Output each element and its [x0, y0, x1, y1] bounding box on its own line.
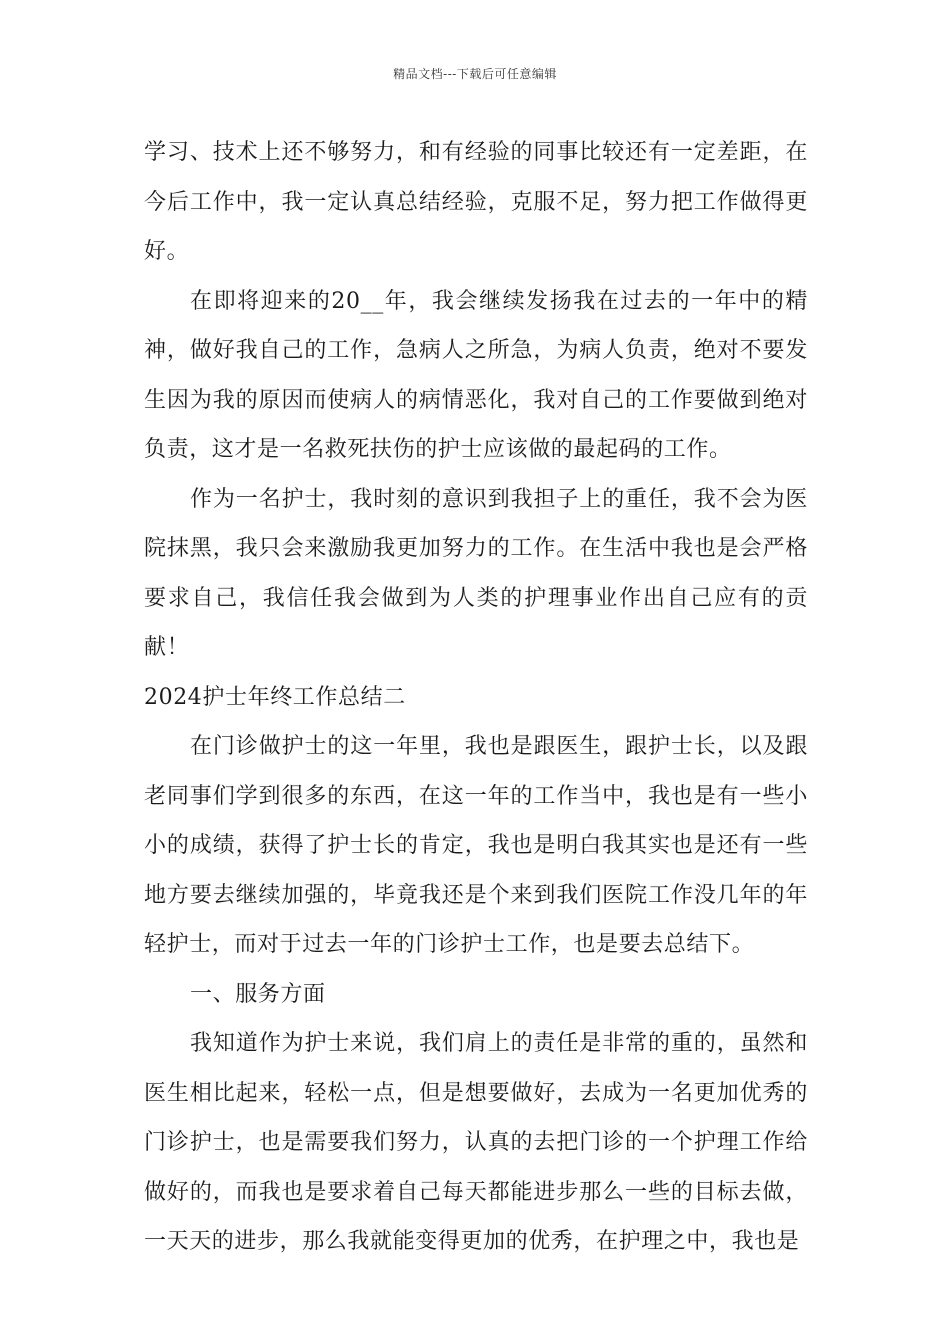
subsection-heading: 一、服务方面 [190, 981, 326, 1007]
document-body [144, 128, 808, 1267]
paragraph-3: 作为一名护士，我时刻的意识到我担子上的重任，我不会为医院抹黑，我只会来激励我更加努力的工作。在生活中我也是会严格要求自己，我信任我会做到为人类的护理事业作出自己应有的贡献！ [144, 486, 808, 660]
section-title: 2024护士年终工作总结二 [144, 684, 406, 710]
paragraph-2: 在即将迎来的20__年，我会继续发扬我在过去的一年中的精神，做好我自己的工作，急病人之所急，为病人负责，绝对不要发生因为我的原因而使病人的病情恶化，我对自己的工作要做到绝对负责，这才是一名救死扶伤的护士应该做的最起码的工作。 [144, 288, 808, 462]
paragraph-4: 在门诊做护士的这一年里，我也是跟医生，跟护士长，以及跟老同事们学到很多的东西，在这一年的工作当中，我也是有一些小小的成绩，获得了护士长的肯定，我也是明白我其实也是还有一些地方要去继续加强的，毕竟我还是个来到我们医院工作没几年的年轻护士，而对于过去一年的门诊护士工作，也是要去总结下。 [144, 734, 808, 957]
page-header: 精品文档---下载后可任意编辑 [393, 67, 557, 81]
paragraph-1: 学习、技术上还不够努力，和有经验的同事比较还有一定差距，在今后工作中，我一定认真总结经验，克服不足，努力把工作做得更好。 [144, 140, 808, 264]
paragraph-5: 我知道作为护士来说，我们肩上的责任是非常的重的，虽然和医生相比起来，轻松一点，但是想要做好，去成为一名更加优秀的门诊护士，也是需要我们努力，认真的去把门诊的一个护理工作给做好的，而我也是要求着自己每天都能进步那么一些的目标去做，一天天的进步，那么我就能变得更加的优秀，在护理之中，我也是 [144, 1031, 808, 1254]
